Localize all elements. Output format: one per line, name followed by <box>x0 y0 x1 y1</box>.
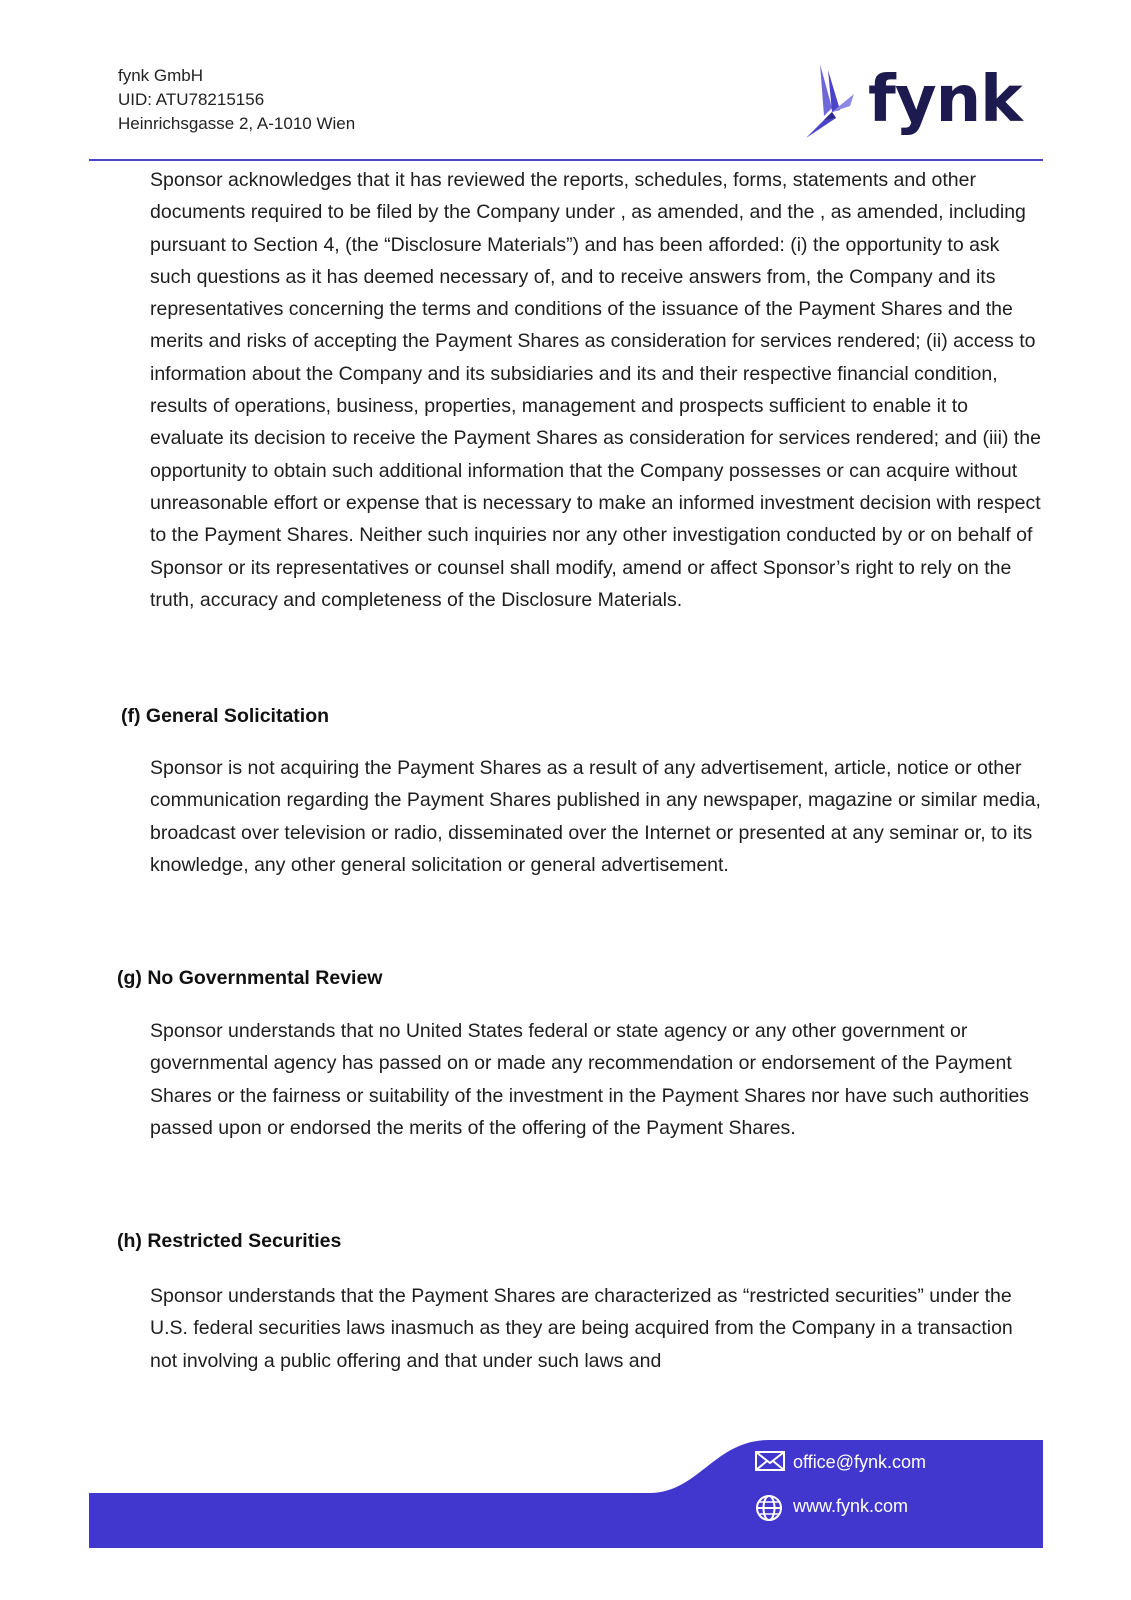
email-link[interactable]: office@fynk.com <box>793 1451 926 1472</box>
company-uid: UID: ATU78215156 <box>118 90 265 109</box>
website-link[interactable]: www.fynk.com <box>793 1495 909 1516</box>
section-f-heading: (f) General Solicitation <box>121 705 330 727</box>
globe-icon <box>755 1494 785 1518</box>
company-info <box>118 64 355 136</box>
fynk-logo <box>806 60 1022 146</box>
section-g-heading: (g) No Governmental Review <box>117 967 383 989</box>
section-h-heading: (h) Restricted Securities <box>117 1230 342 1252</box>
section-g-body: Sponsor understands that no United States federal or state agency or any other government or governmental agency has passed on or made any recommendation or endorsement of the Payment Shares or the fairness or suitability of the investment in the Payment Shares nor have such authorities passed upon or endorsed the merits of the offering of the Payment Shares. <box>150 1020 1030 1139</box>
mail-icon <box>755 1450 785 1474</box>
company-name: fynk GmbH <box>118 66 204 85</box>
bird-logo-icon <box>806 60 868 146</box>
section-h-body: Sponsor understands that the Payment Shares are characterized as “restricted securities” under the U.S. federal securities laws inasmuch as they are being acquired from the Company in a transaction not involving a public offering and that under such laws and <box>150 1285 1013 1372</box>
website-contact[interactable] <box>755 1494 908 1518</box>
company-address: Heinrichsgasse 2, A-1010 Wien <box>118 114 356 133</box>
footer-band <box>89 1440 1043 1548</box>
disclosure-paragraph: Sponsor acknowledges that it has reviewed the reports, schedules, forms, statements and other documents required to be filed by the Company under , as amended, and the , as amended, including pursuant to Section 4, (the “Disclosure Materials”) and has been afforded: (i) the opportunity to ask such questions as it has deemed necessary of, and to receive answers from, the Company and its representatives concerning the terms and conditions of the issuance of the Payment Shares and the merits and risks of accepting the Payment Shares as consideration for services rendered; (ii) access to information about the Company and its subsidiaries and its and their respective financial condition, results of operations, business, properties, management and prospects sufficient to enable it to evaluate its decision to receive the Payment Shares as consideration for services rendered; and (iii) the opportunity to obtain such additional information that the Company possesses or can acquire without unreasonable effort or expense that is necessary to make an informed investment decision with respect to the Payment Shares. Neither such inquiries nor any other investigation conducted by or on behalf of Sponsor or its representatives or counsel shall modify, amend or affect Sponsor’s right to rely on the truth, accuracy and completeness of the Disclosure Materials. <box>150 169 1041 611</box>
email-contact[interactable] <box>755 1450 926 1474</box>
logo-wordmark: fynk <box>868 63 1022 137</box>
section-f-body: Sponsor is not acquiring the Payment Shares as a result of any advertisement, article, notice or other communication regarding the Payment Shares published in any newspaper, magazine or similar media, broadcast over television or radio, disseminated over the Internet or presented at any seminar or, to its knowledge, any other general solicitation or general advertisement. <box>150 757 1041 876</box>
header-divider <box>89 159 1043 161</box>
